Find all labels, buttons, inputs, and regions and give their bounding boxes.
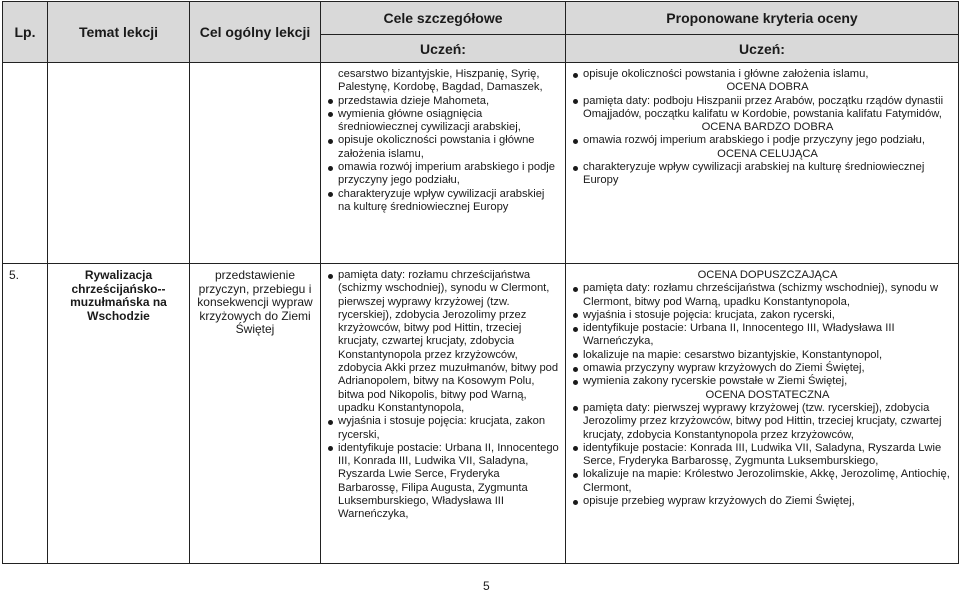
curriculum-table	[2, 1, 959, 564]
list-item: identyfikuje postacie: Urbana II, Innocentego III, Konrada III, Ludwika VII, Saladyna, Ryszarda Lwie Serce, Fryderyka Barbarossę, Filipa Augusta, Zygmunta Luksemburskiego, Władysława III Warneńczyka,	[327, 442, 559, 522]
header-topic: Temat lekcji	[48, 2, 190, 63]
list-item: wymienia zakony rycerskie powstałe w Ziemi Świętej,	[572, 375, 952, 388]
row2-topic-cell: Rywalizacja chrześcijańsko--muzułmańska na Wschodzie	[48, 264, 190, 564]
row2-criteria-cell	[566, 264, 959, 564]
page-number: 5	[483, 579, 490, 593]
row1-detailed-cell	[321, 63, 566, 264]
list-item: opisuje okoliczności powstania i główne założenia islamu,	[572, 68, 952, 81]
row1-goal-cell	[190, 63, 321, 264]
grade-heading: OCENA BARDZO DOBRA	[701, 121, 834, 134]
list-item: opisuje okoliczności powstania i główne założenia islamu,	[327, 134, 559, 161]
row1-lp-cell	[3, 63, 48, 264]
table-row	[3, 264, 959, 564]
header-detailed: Cele szczegółowe	[321, 2, 566, 35]
list-item: pamięta daty: rozłamu chrześcijaństwa (schizmy wschodniej), synodu w Clermont, bitwy pod Warną, upadku Konstantynopola,	[572, 282, 952, 309]
list-item: omawia rozwój imperium arabskiego i podje przyczyny jego podziału,	[327, 161, 559, 188]
list-item: omawia rozwój imperium arabskiego i podje przyczyny jego podziału,	[572, 134, 952, 147]
list-item: lokalizuje na mapie: Królestwo Jerozolimskie, Akkę, Jerozolimę, Antiochię, Clermont,	[572, 468, 952, 495]
list-item: pamięta daty: rozłamu chrześcijaństwa (schizmy wschodniej), synodu w Clermont, pierwszej wyprawy krzyżowej (tzw. rycerskiej), zdobycia Jerozolimy przez krzyżowców, bitwy pod Hittin, trzeciej krucjaty, czwartej krucjaty, zdobycia Konstantynopola przez krzyżowców, zdobycia Akki przez muzułmanów, bitwy pod Adrianopolem, bitwy na Kosowym Polu, bitwa pod Nikopolis, bitwy pod Warną, upadku Konstantynopola,	[327, 269, 559, 415]
list-item: charakteryzuje wpływ cywilizacji arabskiej na kulturę średniowiecznej Europy	[572, 161, 952, 188]
list-item: lokalizuje na mapie: cesarstwo bizantyjskie, Konstantynopol,	[572, 349, 952, 362]
header-criteria-sub: Uczeń:	[566, 35, 959, 63]
table-row	[3, 63, 959, 264]
grade-heading: OCENA CELUJĄCA	[717, 147, 818, 160]
list-item: przedstawia dzieje Mahometa,	[327, 95, 559, 108]
header-criteria: Proponowane kryteria oceny	[566, 2, 959, 35]
list-item: opisuje przebieg wypraw krzyżowych do Ziemi Świętej,	[572, 495, 952, 508]
row2-detailed-cell	[321, 264, 566, 564]
row2-goal-cell: przedstawienie przyczyn, przebiegu i konsekwencji wypraw krzyżowych do Ziemi Świętej	[190, 264, 321, 564]
list-item: cesarstwo bizantyjskie, Hiszpanię, Syrię, Palestynę, Kordobę, Bagdad, Damaszek,	[338, 68, 543, 94]
grade-heading: OCENA DOSTATECZNA	[705, 388, 830, 401]
header-lp: Lp.	[3, 2, 48, 63]
list-item: wyjaśnia i stosuje pojęcia: krucjata, zakon rycerski,	[572, 309, 952, 322]
list-item: pamięta daty: podboju Hiszpanii przez Arabów, początku rządów dynastii Omajjadów, początku kalifatu w Kordobie, powstania kalifatu Fatymidów,	[572, 95, 952, 122]
list-item: pamięta daty: pierwszej wyprawy krzyżowej (tzw. rycerskiej), zdobycia Jerozolimy przez krzyżowców, bitwy pod Hittin, trzeciej krucjaty, czwartej krucjaty, zdobycia Konstantynopola przez krzyżowców,	[572, 402, 952, 442]
header-detailed-sub: Uczeń:	[321, 35, 566, 63]
grade-heading: OCENA DOBRA	[726, 81, 809, 94]
row1-criteria-cell	[566, 63, 959, 264]
grade-heading: OCENA DOPUSZCZAJĄCA	[697, 269, 838, 281]
list-item: identyfikuje postacie: Urbana II, Innocentego III, Władysława III Warneńczyka,	[572, 322, 952, 349]
list-item: wyjaśnia i stosuje pojęcia: krucjata, zakon rycerski,	[327, 415, 559, 442]
row1-topic-cell	[48, 63, 190, 264]
list-item: identyfikuje postacie: Konrada III, Ludwika VII, Saladyna, Ryszarda Lwie Serce, Fryderyka Barbarossę, Zygmunta Luksemburskiego,	[572, 442, 952, 469]
list-item: wymienia główne osiągnięcia średniowiecznej cywilizacji arabskiej,	[327, 108, 559, 135]
header-goal: Cel ogólny lekcji	[190, 2, 321, 63]
row2-lp-cell: 5.	[3, 264, 48, 564]
list-item: omawia przyczyny wypraw krzyżowych do Ziemi Świętej,	[572, 362, 952, 375]
list-item: charakteryzuje wpływ cywilizacji arabskiej na kulturę średniowiecznej Europy	[327, 188, 559, 215]
